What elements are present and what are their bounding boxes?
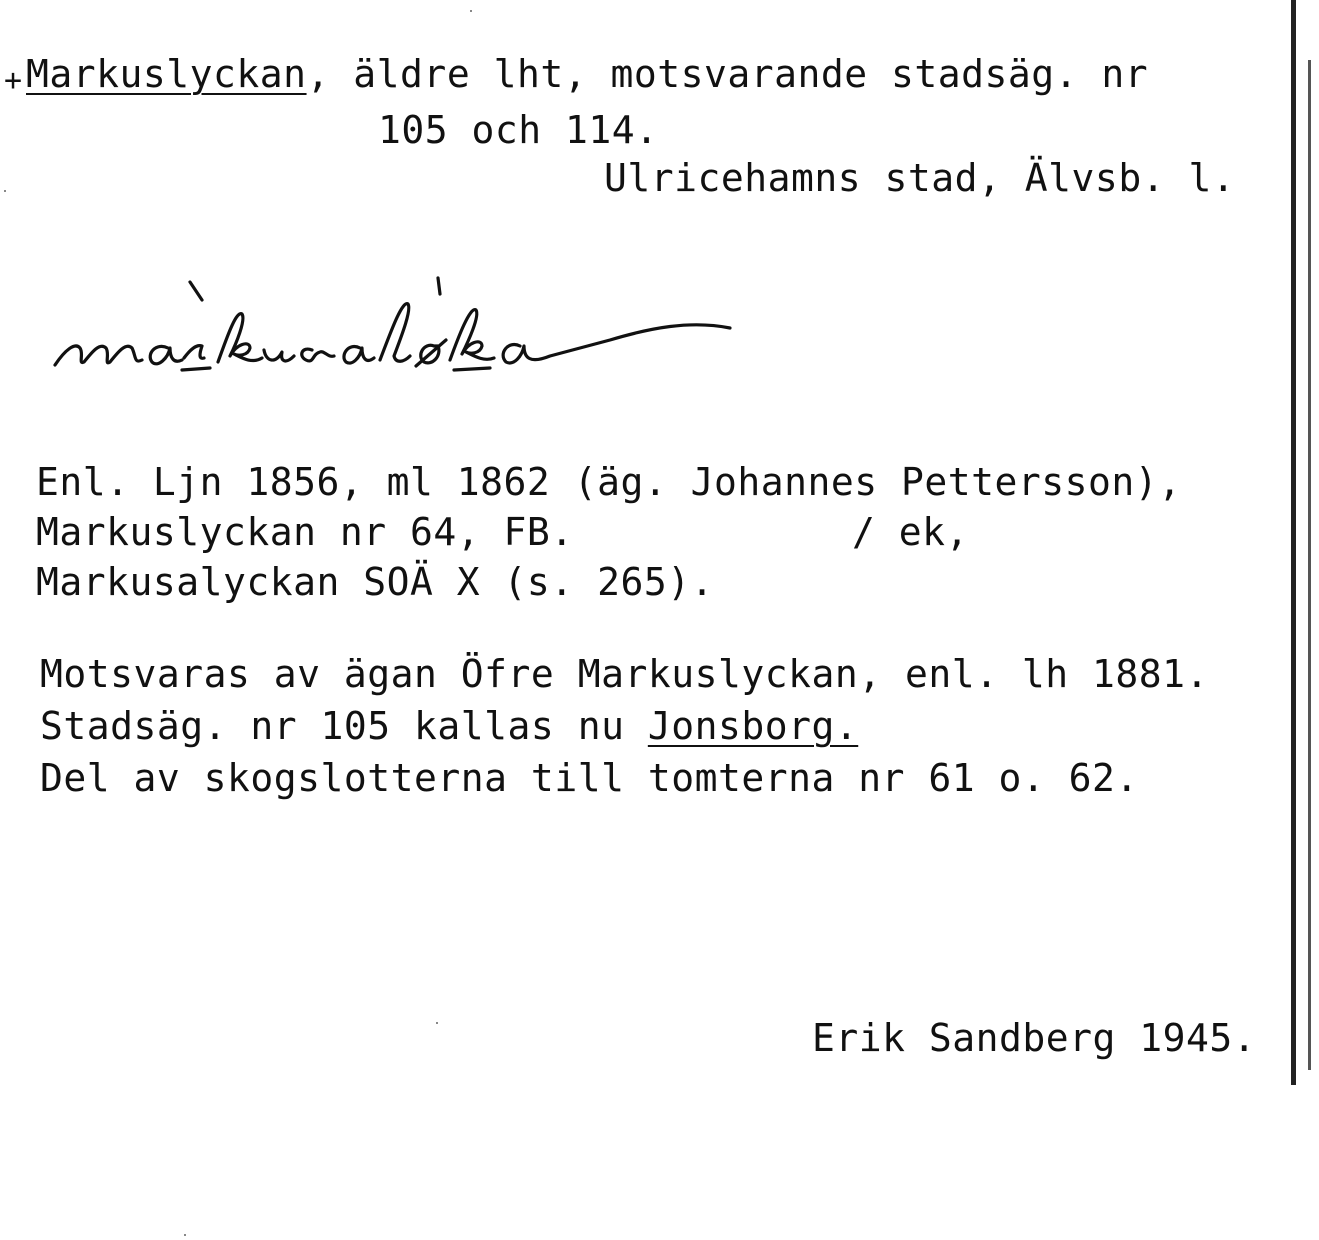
note-line-2-text: Stadsäg. nr 105 kallas nu [40,704,648,748]
entry-name: Markuslyckan [26,52,307,96]
entry-header-line-2: 105 och 114. [378,108,659,152]
cross-mark-icon: + [4,63,23,98]
paper-speck [4,190,6,192]
paper-speck [436,1022,438,1024]
note-line-2-name: Jonsborg. [647,704,859,748]
source-line-2: Markuslyckan nr 64, FB. [36,510,574,554]
note-line-3: Del av skogslotterna till tomterna nr 61 o. 62. [40,756,1139,800]
handwritten-pronunciation [50,270,750,394]
note-line-2 [40,704,858,748]
source-line-3: Markusalyckan SOÄ X (s. 265). [36,560,714,604]
card-edge-shadow [1308,60,1311,1070]
paper-speck [184,1234,186,1236]
entry-location: Ulricehamns stad, Älvsb. l. [604,156,1236,200]
entry-header-line [26,52,1148,96]
handwritten-pronunciation-drawing [50,270,750,390]
entry-description: , äldre lht, motsvarande stadsäg. nr [306,52,1149,96]
note-line-1: Motsvaras av ägan Öfre Markuslyckan, enl. lh 1881. [40,652,1209,696]
source-line-1: Enl. Ljn 1856, ml 1862 (äg. Johannes Pettersson), [36,460,1182,504]
paper-speck [470,10,472,12]
source-line-2-note: / ek, [852,510,969,554]
signature: Erik Sandberg 1945. [812,1016,1257,1060]
card-edge [1291,0,1296,1085]
